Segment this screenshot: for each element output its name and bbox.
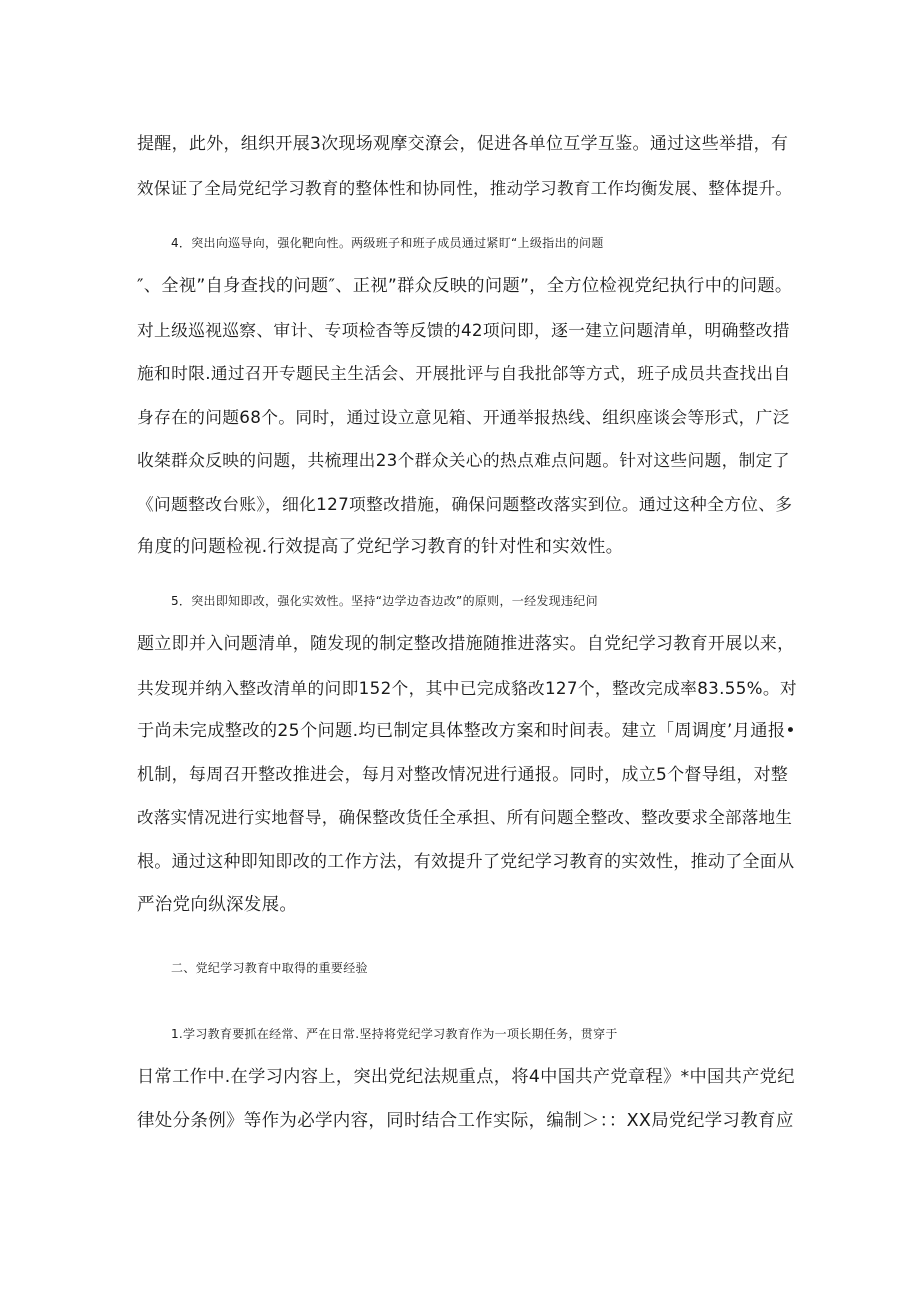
section-heading: 二、党纪学习教育中取得的重要经验 [171,961,368,975]
text-line: 律处分条例》等作为必学内容，同时结合工作实际，编制＞：：XX局党纪学习教育应 [137,1111,794,1131]
text-line: 根。通过这种即知即改的工作方法，有效提升了党纪学习教育的实效性，推动了全面从 [137,852,795,872]
text-line: 收桀群众反映的问题，共梳理出23个群众关心的热点难点问题。针对这些问题，制定了 [137,450,790,470]
text-line: 角度的问题检视.行效提高了党纪学习教育的针对性和实效性。 [137,537,624,557]
text-line: 对上级巡视巡察、审计、专项检杳等反馈的42项问即，逐一建立问题清单，明确整改措 [137,320,790,340]
text-line: 题立即并入问题清单，随发现的制定整改措施随推进落实。自党纪学习教育开展以来， [137,634,795,654]
text-line: ″、全视”自身查找的问题″、正视”群众反映的问题”，全方位检视党纪执行中的问题。 [137,276,793,296]
text-line: 效保证了全局党纪学习教育的整体性和协同性，推动学习教育工作均衡发展、整体提升。 [137,179,793,198]
paragraph-5-heading: 5．突出即知即改，强化实效性。坚持“边学边杳边改”的原则，一经发现违纪问 [171,594,598,608]
text-line: 日常工作中.在学习内容上，突出党纪法规重点，将4中国共产党章程》*中国共产党纪 [137,1067,795,1087]
text-line: 改落实情况进行实地督导，确保整改货任全承担、所有问题全整改、整改要求全部落地生 [137,808,793,827]
text-line: 提醒，此外，组织开展3次现场观摩交潦会，促进各单位互学互鉴。通过这些举措，有 [137,134,789,154]
text-line: 身存在的问题68个。同时，通过设立意见箱、开通举报热线、组织座谈会等形式，广泛 [137,407,790,427]
text-line: 严治党向纵深发展。 [137,895,298,915]
text-line: 机制，每周召开整改推进会，每月对整改情况进行通报。同时，成立5个督导组，对整 [137,765,789,785]
text-line: 施和时限.通过召开专题民主生活会、开展批评与自我批郃等方式，班子成员共查找出自 [137,363,791,383]
text-line: 共发现并纳入整改清单的问即152个，其中已完成貉改127个，整改完成率83.55%。对 [137,678,797,698]
text-line: 于尚未完成整改的25个问题.均已制定具体整改方案和时间表。建立「周调度’月通报• [137,721,796,741]
text-line: 1.学习教育要抓在经常、严在日常.坚持将党纪学习教育作为一项长期任务，贯穿于 [171,1027,618,1041]
paragraph-4-heading: 4．突出向巡导向，强化靶向性。两级班子和班子成员通过紧盯“上级指出的问题 [171,236,604,250]
text-line: 《问题整改台账》，细化127项整改措施，确保问题整改落实到位。通过这种全方位、多 [137,494,793,514]
